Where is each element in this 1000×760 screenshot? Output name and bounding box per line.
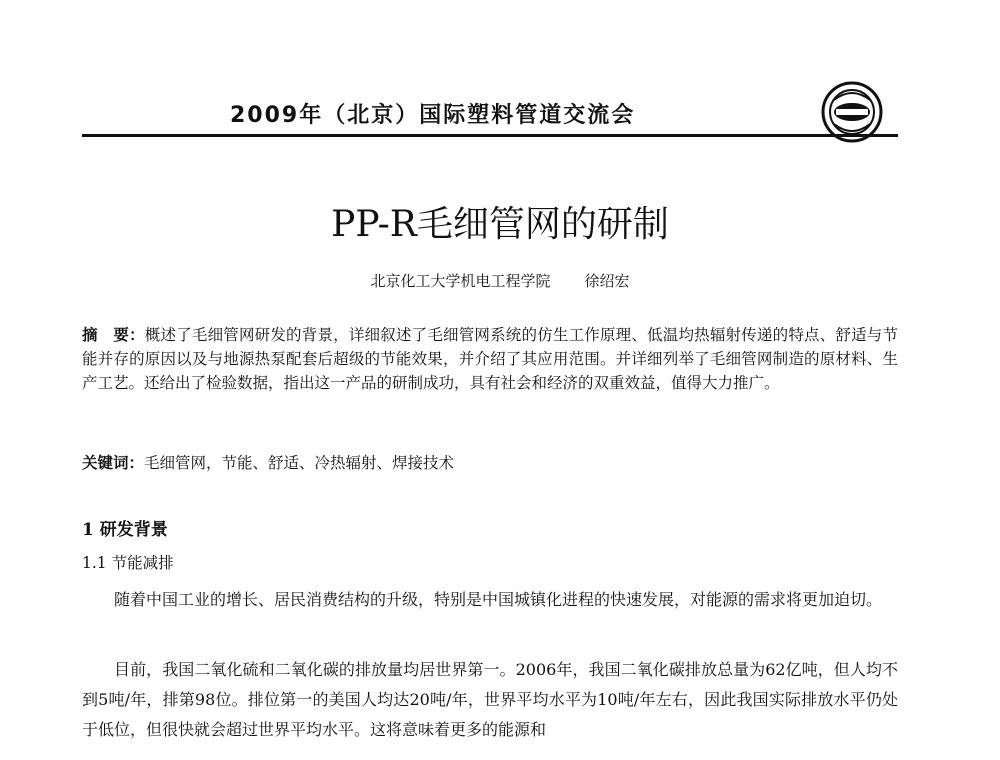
subsection-heading: 1.1 节能减排: [82, 554, 174, 572]
keywords: [82, 451, 898, 475]
paragraph: 随着中国工业的增长、居民消费结构的升级，特别是中国城镇化进程的快速发展，对能源的需求将更加迫切。: [114, 590, 883, 609]
keywords-text: 毛细管网，节能、舒适、冷热辐射、焊接技术: [144, 454, 455, 472]
author: 徐绍宏: [584, 272, 630, 290]
conference-title: 2009年（北京）国际塑料管道交流会: [230, 103, 636, 128]
abstract: [82, 323, 898, 395]
paragraph: 目前，我国二氧化硫和二氧化碳的排放量均居世界第一。2006年，我国二氧化碳排放总量为62亿吨，但人均不到5吨/年，排第98位。排位第一的美国人均达20吨/年，世界平均水平为10吨/年左右，因此我国实际排放水平仍处于低位，但很快就会超过世界平均水平。这将意味着更多的能源和: [82, 660, 898, 739]
paper-title: PP-R毛细管网的研制: [331, 204, 669, 245]
section-heading: 1 研发背景: [82, 520, 168, 540]
byline: [0, 270, 1000, 291]
abstract-label: 摘 要：: [82, 326, 145, 344]
keywords-label: 关键词：: [82, 454, 145, 472]
abstract-text: 概述了毛细管网研发的背景，详细叙述了毛细管网系统的仿生工作原理、低温均热辐射传递的特点、舒适与节能并存的原因以及与地源热泵配套后超级的节能效果，并介绍了其应用范围。并详细列举了毛细管网制造的原材料、生产工艺。还给出了检验数据，指出这一产品的研制成功，具有社会和经济的双重效益，值得大力推广。: [82, 326, 898, 392]
affiliation: 北京化工大学机电工程学院: [370, 272, 551, 290]
header-rule: [82, 134, 898, 137]
